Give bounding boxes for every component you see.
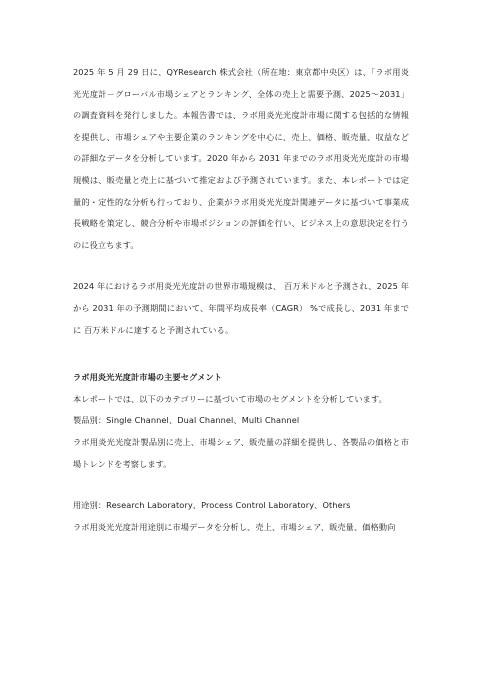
spacer: [73, 475, 409, 495]
segment-heading: ラボ用炎光光度計市場の主要セグメント: [73, 372, 223, 383]
by-application-description: ラボ用炎光光度計用途別に市場データを分析し、売上、市場シェア、販売量、価格動向: [73, 521, 396, 532]
spacer: [73, 341, 409, 367]
by-product-line: 製品別：Single Channel、Dual Channel、Multi Channel: [73, 415, 300, 426]
market-size-paragraph: 2024 年におけるラボ用炎光光度計の世界市場規模は、 百万米ドルと予測され、2025 年から 2031 年の予測期間において、年間平均成長率（CAGR） %で成長し、2031 年までに 百万米ドルに達すると予測されている。: [73, 281, 409, 335]
by-product-description: ラボ用炎光光度計製品別に売上、市場シェア、販売量の詳細を提供し、各製品の価格と市場トレンドを考察します。: [73, 436, 409, 469]
spacer: [73, 256, 409, 276]
document-body: [73, 62, 409, 538]
intro-paragraph: 2025 年 5 月 29 日に、QYResearch 株式会社（所在地：東京都中央区）は、「ラボ用炎光光度計－グローバル市場シェアとランキング、全体の売上と需要予測、2025～2031」の調査資料を発行しました。本報告書では、ラボ用炎光光度計市場に関する包括的な情報を提供し、市場シェアや主要企業のランキングを中心に、売上、価格、販売量、収益などの詳細なデータを分析しています。2020 年から 2031 年までのラボ用炎光光度計の市場規模は、販売量と売上に基づいて推定および予測されています。また、本レポートでは定量的・定性的な分析も行っており、企業がラボ用炎光光度計関連データに基づいて事業成長戦略を策定し、競合分析や市場ポジションの評価を行い、ビジネス上の意思決定を行うのに役立ちます。: [73, 67, 409, 250]
by-application-line: 用途別：Research Laboratory、Process Control Laboratory、Others: [73, 500, 351, 511]
segment-intro: 本レポートでは、以下のカテゴリーに基づいて市場のセグメントを分析しています。: [73, 393, 387, 404]
